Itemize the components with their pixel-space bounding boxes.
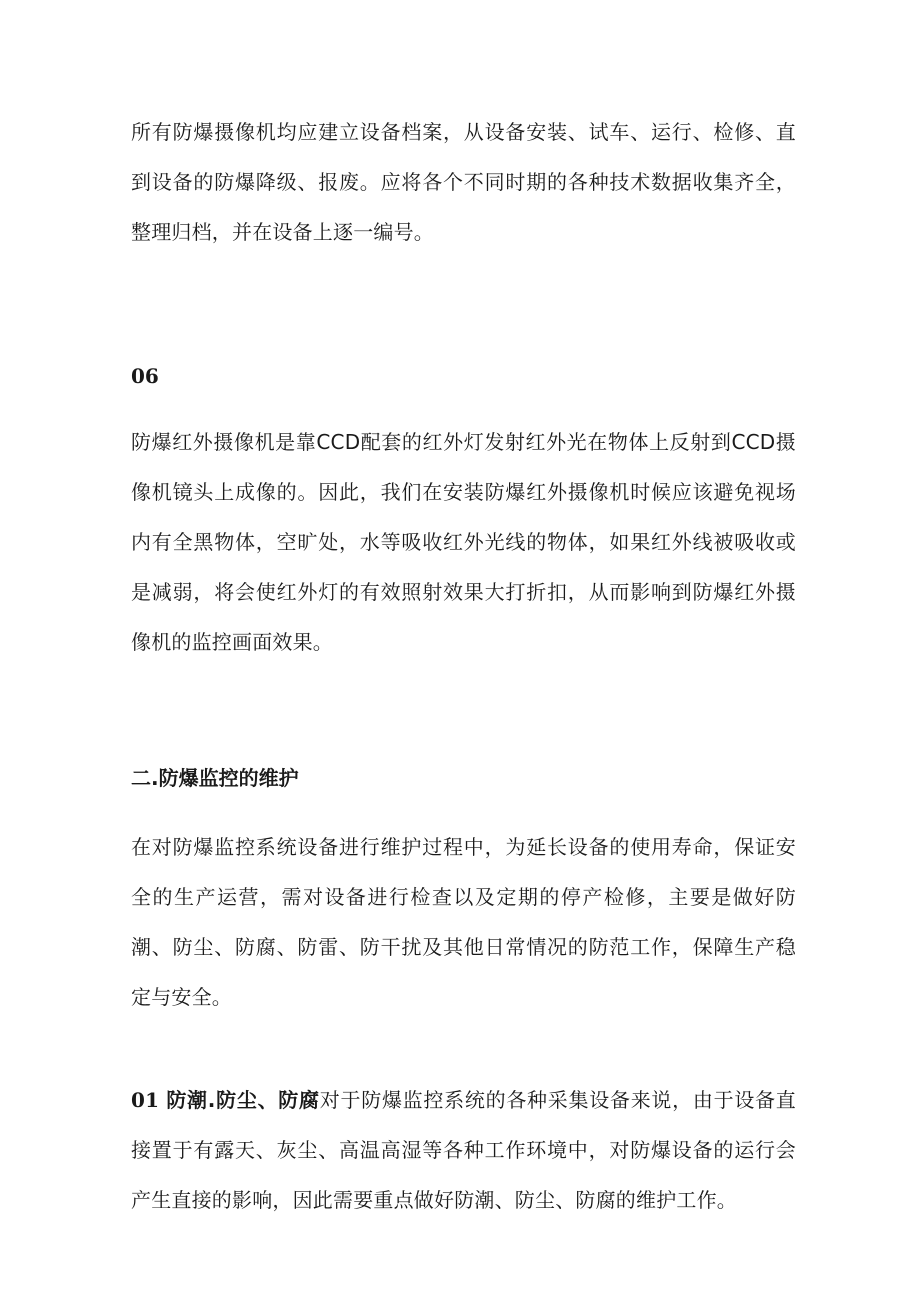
- moisture-lead-title: 防潮.防尘、防腐: [166, 1088, 320, 1112]
- maintenance-section-heading: 二.防爆监控的维护: [131, 766, 299, 790]
- infrared-paragraph: 防爆红外摄像机是靠CCD配套的红外灯发射红外光在物体上反射到CCD摄像机镜头上成像的。因此，我们在安装防爆红外摄像机时候应该避免视场内有全黑物体，空旷处，水等吸收红外光线的物体，如果红外线被吸收或是减弱，将会使红外灯的有效照射效果大打折扣，从而影响到防爆红外摄像机的监控画面效果。: [131, 430, 796, 654]
- section-06-heading: 06: [131, 364, 159, 388]
- moisture-body-text: 对于防爆监控系统的各种采集设备来说，由于设备直接置于有露天、灰尘、高温高湿等各种工作环境中，对防爆设备的运行会产生直接的影响，因此需要重点做好防潮、防尘、防腐的维护工作。: [131, 1088, 796, 1212]
- moisture-paragraph: [131, 1075, 796, 1225]
- moisture-lead-number: 01: [131, 1088, 160, 1112]
- maintenance-paragraph: 在对防爆监控系统设备进行维护过程中，为延长设备的使用寿命，保证安全的生产运营，需对设备进行检查以及定期的停产检修，主要是做好防潮、防尘、防腐、防雷、防干扰及其他日常情况的防范工作，保障生产稳定与安全。: [131, 835, 796, 1009]
- archive-paragraph: 所有防爆摄像机均应建立设备档案，从设备安装、试车、运行、检修、直到设备的防爆降级、报废。应将各个不同时期的各种技术数据收集齐全，整理归档，并在设备上逐一编号。: [131, 120, 796, 244]
